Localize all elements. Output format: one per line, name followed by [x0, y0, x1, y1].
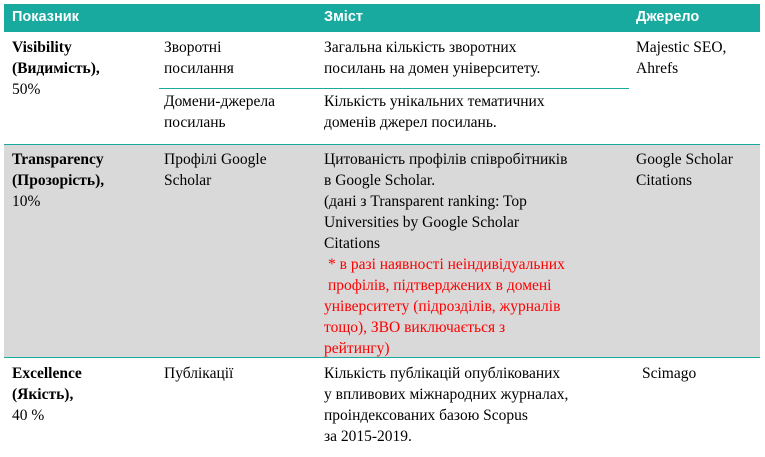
indicator-cell	[12, 37, 100, 100]
subindicator-name: посилання	[164, 60, 234, 77]
source-cell	[636, 37, 726, 79]
content-line: Цитованість профілів співробітників	[324, 151, 568, 168]
indicator-name: Excellence	[12, 365, 82, 382]
content-line: Кількість унікальних тематичних	[324, 93, 545, 110]
content-line: доменів джерел посилань.	[324, 114, 497, 131]
content-line: Universities by Google Scholar	[324, 214, 520, 231]
subindicator-cell	[164, 37, 234, 79]
exclusion-note-line: тощо), ЗВО виключається з	[324, 319, 506, 336]
content-line: посилань на домен університету.	[324, 60, 541, 77]
header-content: Зміст	[324, 9, 364, 25]
subindicator-cell	[164, 149, 267, 191]
source-line: Google Scholar	[636, 151, 733, 168]
source-line: Citations	[636, 172, 692, 189]
indicator-weight: 50%	[12, 81, 41, 98]
source-cell	[636, 149, 733, 191]
indicator-weight: 40 %	[12, 407, 45, 424]
content-line: в Google Scholar.	[324, 172, 436, 189]
sub-row-divider	[159, 88, 629, 89]
exclusion-note-line: рейтингу)	[324, 340, 390, 357]
content-line: Кількість публікацій опублікованих	[324, 365, 561, 382]
source-line: Ahrefs	[636, 60, 679, 77]
content-line: за 2015-2019.	[324, 428, 412, 445]
table-row-transparency	[4, 145, 760, 357]
subindicator-name: Scholar	[164, 172, 212, 189]
table-row-excellence	[4, 358, 760, 454]
subindicator-name: Публікації	[164, 365, 234, 382]
subindicator-name: Домени-джерела	[164, 93, 275, 110]
content-line: у впливових міжнародних журналах,	[324, 386, 569, 403]
source-line: Majestic SEO,	[636, 39, 727, 56]
source-line: Scimago	[642, 365, 697, 382]
content-cell	[324, 363, 568, 447]
indicator-cell	[12, 363, 82, 426]
content-cell	[324, 91, 545, 133]
indicator-name-ua: (Прозорість),	[12, 172, 105, 189]
content-line: (дані з Transparent ranking: Top	[324, 193, 527, 210]
indicator-weight: 10%	[12, 193, 41, 210]
subindicator-name: Профілі Google	[164, 151, 267, 168]
subindicator-cell	[164, 91, 275, 133]
content-line: Citations	[324, 235, 380, 252]
header-source: Джерело	[636, 9, 700, 25]
subindicator-cell	[164, 363, 233, 384]
content-cell	[324, 37, 540, 79]
subindicator-name: посилань	[164, 114, 226, 131]
table-row-visibility	[4, 33, 760, 144]
indicator-name-ua: (Якість),	[12, 386, 74, 403]
indicators-table	[4, 4, 760, 454]
indicator-name: Visibility	[12, 39, 72, 56]
indicator-name-ua: (Видимість),	[12, 60, 100, 77]
indicator-cell	[12, 149, 104, 212]
content-line: Загальна кількість зворотних	[324, 39, 517, 56]
table-header	[4, 4, 760, 32]
exclusion-note-line: * в разі наявності неіндивідуальних	[328, 256, 565, 273]
indicator-name: Transparency	[12, 151, 104, 168]
header-indicator: Показник	[12, 9, 79, 25]
source-cell	[642, 363, 696, 384]
exclusion-note-line: університету (підрозділів, журналів	[324, 298, 561, 315]
content-cell	[324, 149, 567, 359]
subindicator-name: Зворотні	[164, 39, 222, 56]
content-line: проіндексованих базою Scopus	[324, 407, 528, 424]
exclusion-note-line: профілів, підтверджених в домені	[328, 277, 552, 294]
